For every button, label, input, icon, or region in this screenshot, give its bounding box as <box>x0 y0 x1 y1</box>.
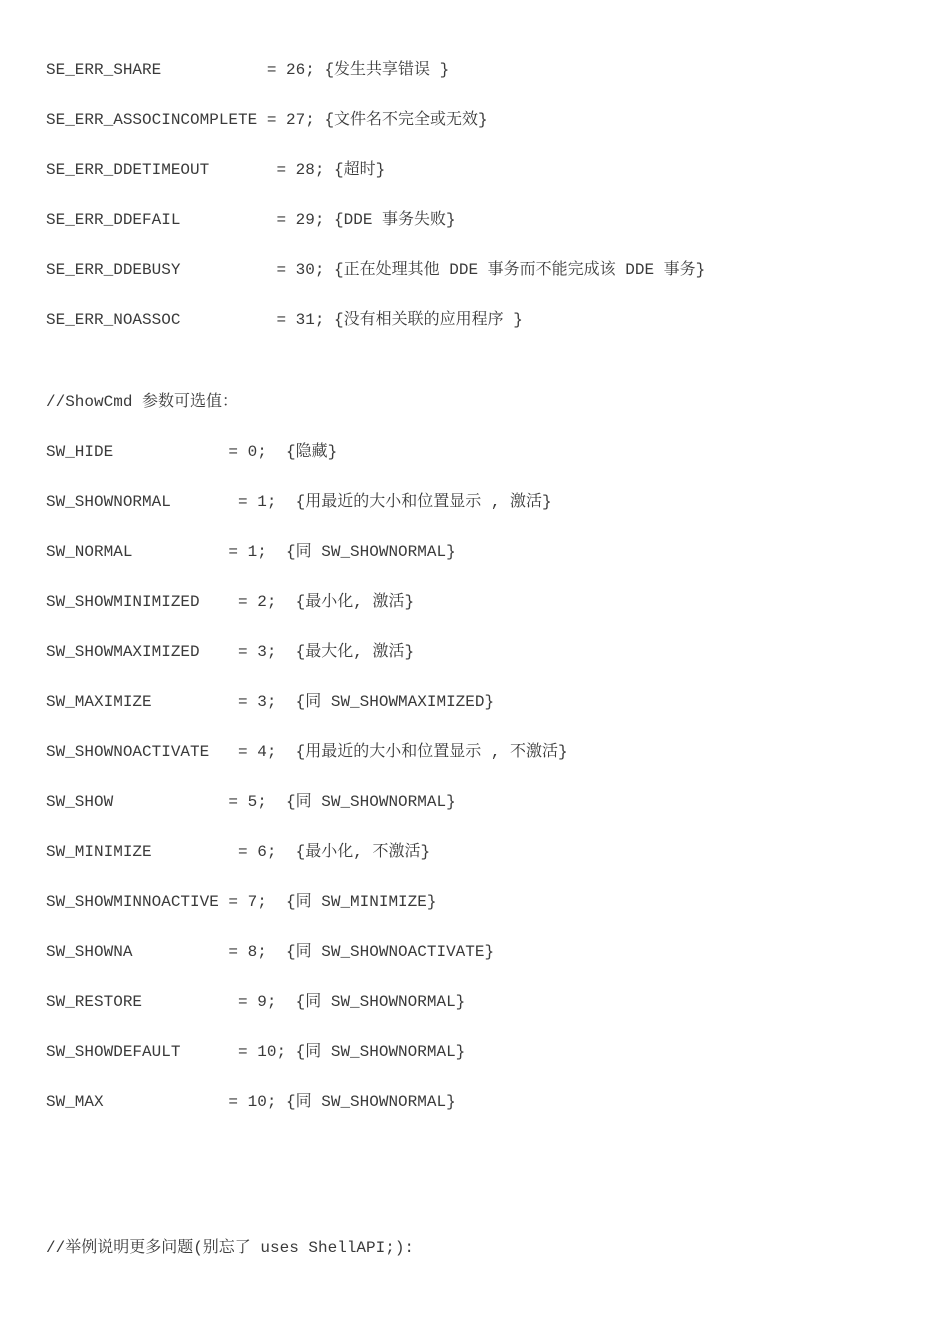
comment-example-intro: //举例说明更多问题(别忘了 uses ShellAPI;): <box>46 1239 415 1257</box>
code-line-sw-shownoactivate: SW_SHOWNOACTIVATE = 4; {用最近的大小和位置显示 , 不激活} <box>46 743 568 761</box>
code-line-sw-shownormal: SW_SHOWNORMAL = 1; {用最近的大小和位置显示 , 激活} <box>46 493 552 511</box>
code-line-sw-normal: SW_NORMAL = 1; {同 SW_SHOWNORMAL} <box>46 543 456 561</box>
code-line-sw-showdefault: SW_SHOWDEFAULT = 10; {同 SW_SHOWNORMAL} <box>46 1043 466 1061</box>
code-line-sw-showmaximized: SW_SHOWMAXIMIZED = 3; {最大化, 激活} <box>46 643 415 661</box>
code-line-sw-restore: SW_RESTORE = 9; {同 SW_SHOWNORMAL} <box>46 993 466 1011</box>
code-line-se-err-ddebusy: SE_ERR_DDEBUSY = 30; {正在处理其他 DDE 事务而不能完成该 DDE 事务} <box>46 261 706 279</box>
code-line-sw-minimize: SW_MINIMIZE = 6; {最小化, 不激活} <box>46 843 431 861</box>
code-line-sw-showna: SW_SHOWNA = 8; {同 SW_SHOWNOACTIVATE} <box>46 943 495 961</box>
comment-showcmd-values: //ShowCmd 参数可选值： <box>46 393 239 411</box>
code-line-sw-showminimized: SW_SHOWMINIMIZED = 2; {最小化, 激活} <box>46 593 415 611</box>
code-line-se-err-associncomplete: SE_ERR_ASSOCINCOMPLETE = 27; {文件名不完全或无效} <box>46 111 488 129</box>
code-line-sw-max: SW_MAX = 10; {同 SW_SHOWNORMAL} <box>46 1093 456 1111</box>
code-line-se-err-ddetimeout: SE_ERR_DDETIMEOUT = 28; {超时} <box>46 161 386 179</box>
code-line-sw-show: SW_SHOW = 5; {同 SW_SHOWNORMAL} <box>46 793 456 811</box>
code-line-sw-hide: SW_HIDE = 0; {隐藏} <box>46 443 338 461</box>
code-line-se-err-noassoc: SE_ERR_NOASSOC = 31; {没有相关联的应用程序 } <box>46 311 523 329</box>
code-line-sw-showminnoactive: SW_SHOWMINNOACTIVE = 7; {同 SW_MINIMIZE} <box>46 893 437 911</box>
code-line-sw-maximize: SW_MAXIMIZE = 3; {同 SW_SHOWMAXIMIZED} <box>46 693 495 711</box>
code-line-se-err-ddefail: SE_ERR_DDEFAIL = 29; {DDE 事务失败} <box>46 211 456 229</box>
code-line-se-err-share: SE_ERR_SHARE = 26; {发生共享错误 } <box>46 61 450 79</box>
